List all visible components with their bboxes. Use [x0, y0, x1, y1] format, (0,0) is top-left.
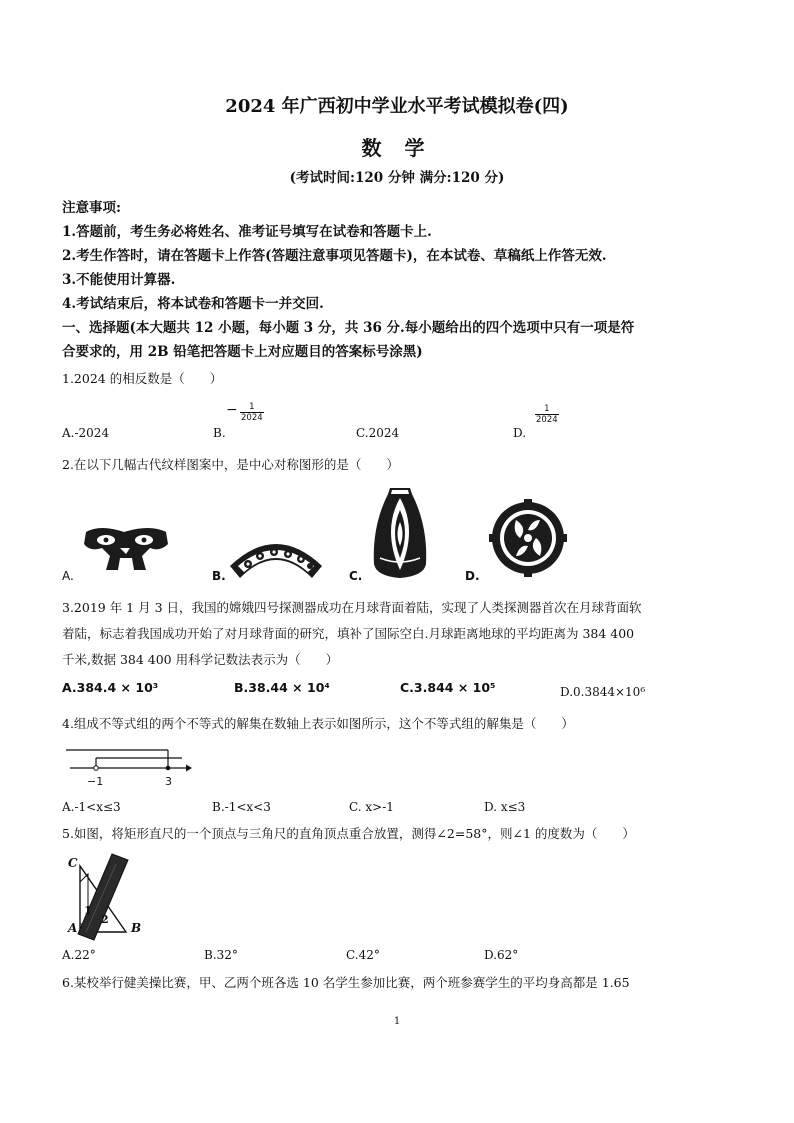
q1-option-b-label: B.: [213, 426, 226, 440]
section1-line1: 一、选择题(本大题共 12 小题，每小题 3 分，共 36 分.每小题给出的四个选项中只有一项是符: [62, 320, 635, 336]
q3-line2: 着陆，标志着我国成功开始了对月球背面的研究，填补了国际空白.月球距离地球的平均距离为 384 400: [62, 626, 635, 641]
exam-subject: 数 学: [361, 136, 433, 160]
note-item-3: 3.不能使用计算器.: [62, 272, 176, 288]
q1-option-b-denominator: 2024: [241, 413, 263, 423]
q5-label-c: C: [68, 856, 78, 870]
q4-option-d: D. x≤3: [484, 800, 526, 814]
q1-option-d-denominator: 2024: [536, 415, 558, 425]
q4-axis-label-right: 3: [165, 775, 172, 788]
q4-number-line: [64, 744, 194, 790]
q2-pattern-d-image: [488, 498, 568, 578]
q5-label-b: B: [131, 921, 142, 935]
q3-option-b: B.38.44 × 10⁴: [234, 680, 330, 695]
q4-axis-label-left: −1: [87, 775, 104, 788]
q3-line3: 千米,数据 384 400 用科学记数法表示为（ ）: [62, 652, 339, 667]
exam-time-info: (考试时间:120 分钟 满分:120 分): [289, 170, 505, 186]
q1-stem: 1.2024 的相反数是（ ）: [62, 371, 223, 386]
q1-option-a: A.-2024: [62, 426, 110, 440]
q3-line1: 3.2019 年 1 月 3 日，我国的嫦娥四号探测器成功在月球背面着陆，实现了人类探测器首次在月球背面软: [62, 600, 642, 615]
note-item-1: 1.答题前，考生务必将姓名、准考证号填写在试卷和答题卡上.: [62, 224, 432, 240]
q5-option-c: C.42°: [346, 948, 380, 962]
q6-line1: 6.某校举行健美操比赛，甲、乙两个班各选 10 名学生参加比赛，两个班参赛学生的平均身高都是 1.65: [62, 975, 630, 990]
q3-option-d: D.0.3844×10⁶: [560, 685, 646, 699]
q1-option-d-numerator: 1: [544, 404, 550, 414]
q2-pattern-c-image: [370, 486, 430, 580]
q2-pattern-b-image: [226, 528, 326, 580]
q4-option-a: A.-1<x≤3: [62, 800, 121, 814]
q1-option-b-numerator: 1: [249, 402, 255, 412]
q1-option-d-label: D.: [513, 426, 527, 440]
q1-option-c: C.2024: [356, 426, 400, 440]
q5-label-a: A: [68, 921, 78, 935]
q4-option-b: B.-1<x<3: [212, 800, 271, 814]
notes-heading: 注意事项:: [62, 200, 121, 216]
exam-title: 2024 年广西初中学业水平考试模拟卷(四): [225, 96, 569, 117]
q4-stem: 4.组成不等式组的两个不等式的解集在数轴上表示如图所示，这个不等式组的解集是（ ）: [62, 716, 574, 731]
q5-option-a: A.22°: [62, 948, 96, 962]
q1-option-b-sign: −: [226, 402, 238, 418]
note-item-2: 2.考生作答时，请在答题卡上作答(答题注意事项见答题卡)，在本试卷、草稿纸上作答无效.: [62, 248, 607, 264]
q2-option-a: A.: [62, 569, 74, 583]
q5-stem: 5.如图，将矩形直尺的一个顶点与三角尺的直角顶点重合放置，测得∠2=58°，则∠1 的度数为（ ）: [62, 826, 635, 841]
q3-option-a: A.384.4 × 10³: [62, 680, 159, 695]
q5-option-d: D.62°: [484, 948, 519, 962]
q5-label-angle-1: 1: [84, 904, 92, 917]
q5-label-angle-2: 2: [101, 913, 109, 926]
q5-option-b: B.32°: [204, 948, 238, 962]
q1-option-d-fraction: [535, 404, 559, 425]
q3-option-c: C.3.844 × 10⁵: [400, 680, 496, 695]
q2-option-d: D.: [465, 569, 480, 583]
section1-line2: 合要求的，用 2B 铅笔把答题卡上对应题目的答案标号涂黑): [62, 344, 423, 360]
q2-stem: 2.在以下几幅古代纹样图案中，是中心对称图形的是（ ）: [62, 457, 399, 472]
q1-option-b-fraction: [240, 402, 264, 423]
note-item-4: 4.考试结束后，将本试卷和答题卡一并交回.: [62, 296, 324, 312]
q2-option-b: B.: [212, 569, 226, 583]
page-number: 1: [393, 1016, 401, 1027]
q2-option-c: C.: [349, 569, 363, 583]
q2-pattern-a-image: [80, 522, 172, 574]
q4-option-c: C. x>-1: [349, 800, 394, 814]
